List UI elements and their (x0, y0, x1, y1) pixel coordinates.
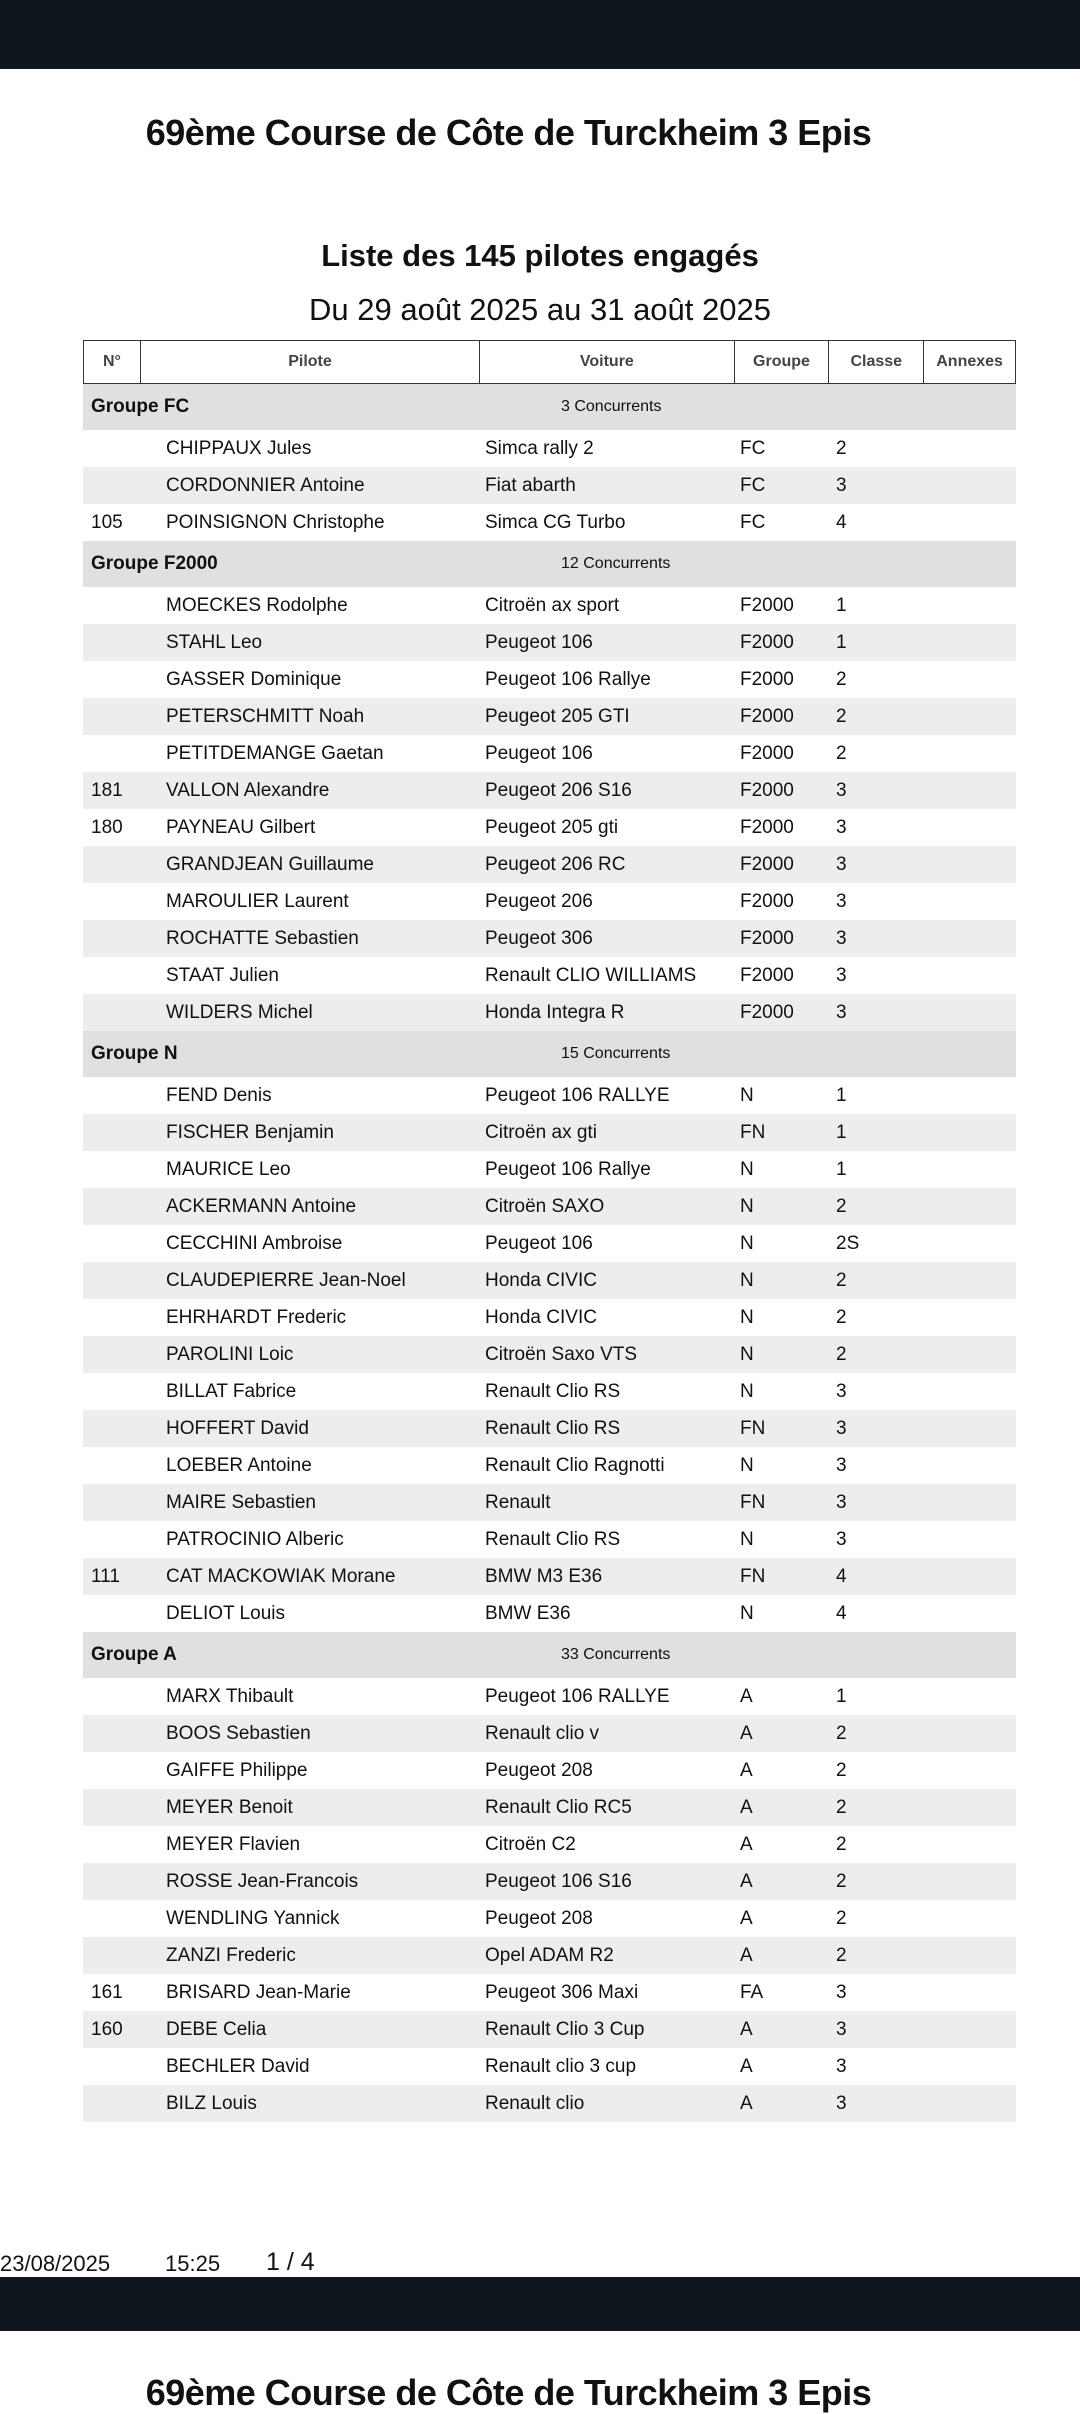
cell-groupe: F2000 (740, 742, 794, 764)
table-row (83, 1900, 1016, 1937)
table-row (83, 1937, 1016, 1974)
group-count: 33 Concurrents (561, 1646, 671, 1663)
table-row (83, 698, 1016, 735)
cell-groupe: F2000 (740, 631, 794, 653)
cell-no: 105 (91, 511, 123, 533)
cell-groupe: N (740, 1084, 754, 1106)
cell-voiture: Fiat abarth (485, 474, 576, 496)
cell-groupe: A (740, 1907, 753, 1929)
cell-pilote: GRANDJEAN Guillaume (166, 853, 374, 875)
cell-groupe: A (740, 1870, 753, 1892)
cell-pilote: BRISARD Jean-Marie (166, 1981, 351, 2003)
cell-voiture: Renault clio (485, 2092, 585, 2114)
cell-classe: 3 (836, 816, 847, 838)
table-row (83, 772, 1016, 809)
cell-groupe: N (740, 1343, 754, 1365)
cell-groupe: F2000 (740, 705, 794, 727)
cell-classe: 2 (836, 742, 847, 764)
cell-voiture: Renault Clio RS (485, 1528, 621, 1550)
cell-groupe: A (740, 2092, 753, 2114)
cell-pilote: ROSSE Jean-Francois (166, 1870, 359, 1892)
cell-groupe: F2000 (740, 594, 794, 616)
cell-groupe: FN (740, 1121, 766, 1143)
cell-classe: 2 (836, 1796, 847, 1818)
cell-pilote: ROCHATTE Sebastien (166, 927, 359, 949)
cell-pilote: GAIFFE Philippe (166, 1759, 308, 1781)
table-row (83, 2085, 1016, 2122)
cell-classe: 3 (836, 474, 847, 496)
cell-classe: 1 (836, 631, 847, 653)
group-header (83, 384, 1016, 430)
cell-groupe: A (740, 1833, 753, 1855)
table-row (83, 994, 1016, 1031)
cell-voiture: Simca rally 2 (485, 437, 594, 459)
cell-pilote: CHIPPAUX Jules (166, 437, 312, 459)
cell-classe: 3 (836, 1454, 847, 1476)
group-name: Groupe A (91, 1644, 177, 1665)
table-row (83, 1826, 1016, 1863)
table-row (83, 1521, 1016, 1558)
cell-groupe: A (740, 1722, 753, 1744)
cell-classe: 3 (836, 964, 847, 986)
cell-voiture: Renault Clio 3 Cup (485, 2018, 645, 2040)
cell-voiture: Honda CIVIC (485, 1306, 597, 1328)
table-row (83, 735, 1016, 772)
cell-classe: 2 (836, 1907, 847, 1929)
cell-groupe: F2000 (740, 816, 794, 838)
col-header-classe: Classe (829, 341, 924, 383)
table-row (83, 1373, 1016, 1410)
table-row (83, 1752, 1016, 1789)
cell-groupe: FN (740, 1491, 766, 1513)
cell-voiture: Peugeot 106 Rallye (485, 1158, 651, 1180)
cell-pilote: HOFFERT David (166, 1417, 309, 1439)
table-row (83, 883, 1016, 920)
cell-voiture: Opel ADAM R2 (485, 1944, 614, 1966)
cell-classe: 2 (836, 1944, 847, 1966)
table-row (83, 1114, 1016, 1151)
cell-pilote: PETITDEMANGE Gaetan (166, 742, 384, 764)
cell-voiture: Honda CIVIC (485, 1269, 597, 1291)
cell-classe: 3 (836, 927, 847, 949)
cell-groupe: FC (740, 511, 766, 533)
table-row (83, 1484, 1016, 1521)
cell-groupe: N (740, 1380, 754, 1402)
table-row (83, 1789, 1016, 1826)
cell-pilote: PAROLINI Loic (166, 1343, 294, 1365)
cell-classe: 1 (836, 1084, 847, 1106)
cell-voiture: Peugeot 306 Maxi (485, 1981, 639, 2003)
cell-pilote: PETERSCHMITT Noah (166, 705, 365, 727)
table-row (83, 846, 1016, 883)
cell-voiture: Renault clio 3 cup (485, 2055, 637, 2077)
cell-groupe: A (740, 1944, 753, 1966)
event-title: 69ème Course de Côte de Turckheim 3 Epis (145, 112, 872, 153)
cell-groupe: N (740, 1306, 754, 1328)
table-row (83, 1678, 1016, 1715)
cell-groupe: FC (740, 474, 766, 496)
cell-pilote: EHRHARDT Frederic (166, 1306, 347, 1328)
cell-pilote: VALLON Alexandre (166, 779, 330, 801)
cell-groupe: N (740, 1602, 754, 1624)
cell-groupe: N (740, 1158, 754, 1180)
cell-voiture: Peugeot 208 (485, 1907, 593, 1929)
cell-groupe: FN (740, 1565, 766, 1587)
cell-groupe: A (740, 1685, 753, 1707)
cell-voiture: BMW M3 E36 (485, 1565, 603, 1587)
table-row (83, 1863, 1016, 1900)
table-row (83, 1974, 1016, 2011)
cell-pilote: ZANZI Frederic (166, 1944, 296, 1966)
cell-voiture: Renault CLIO WILLIAMS (485, 964, 697, 986)
group-count: 3 Concurrents (561, 398, 662, 415)
cell-pilote: BILLAT Fabrice (166, 1380, 297, 1402)
cell-classe: 1 (836, 1158, 847, 1180)
table-row (83, 1336, 1016, 1373)
cell-voiture: Renault Clio Ragnotti (485, 1454, 665, 1476)
group-name: Groupe FC (91, 396, 190, 417)
cell-classe: 3 (836, 890, 847, 912)
cell-voiture: Citroën ax gti (485, 1121, 597, 1143)
col-header-no: N° (84, 341, 141, 383)
table-row (83, 624, 1016, 661)
cell-pilote: MAURICE Leo (166, 1158, 291, 1180)
cell-voiture: Renault clio v (485, 1722, 600, 1744)
group-count: 12 Concurrents (561, 555, 671, 572)
cell-pilote: MEYER Flavien (166, 1833, 301, 1855)
cell-voiture: Citroën SAXO (485, 1195, 605, 1217)
cell-pilote: STAAT Julien (166, 964, 279, 986)
cell-voiture: Peugeot 208 (485, 1759, 593, 1781)
cell-classe: 1 (836, 1121, 847, 1143)
cell-pilote: MEYER Benoit (166, 1796, 293, 1818)
footer-time: 15:25 (165, 2251, 221, 2276)
table-row (83, 2048, 1016, 2085)
cell-pilote: CECCHINI Ambroise (166, 1232, 343, 1254)
cell-groupe: FC (740, 437, 766, 459)
cell-no: 180 (91, 816, 123, 838)
cell-pilote: FISCHER Benjamin (166, 1121, 334, 1143)
cell-pilote: POINSIGNON Christophe (166, 511, 385, 533)
cell-pilote: DEBE Celia (166, 2018, 267, 2040)
cell-groupe: FA (740, 1981, 764, 2003)
table-row (83, 587, 1016, 624)
group-count: 15 Concurrents (561, 1045, 671, 1062)
cell-classe: 2 (836, 1343, 847, 1365)
cell-groupe: F2000 (740, 853, 794, 875)
cell-no: 111 (91, 1565, 120, 1587)
cell-classe: 2 (836, 1722, 847, 1744)
table-row (83, 1151, 1016, 1188)
table-row (83, 1077, 1016, 1114)
cell-classe: 2 (836, 1195, 847, 1217)
cell-classe: 3 (836, 1981, 847, 2003)
cell-voiture: BMW E36 (485, 1602, 571, 1624)
cell-classe: 3 (836, 1001, 847, 1023)
cell-groupe: F2000 (740, 927, 794, 949)
cell-voiture: Peugeot 106 (485, 1232, 593, 1254)
table-row (83, 430, 1016, 467)
cell-pilote: BILZ Louis (166, 2092, 257, 2114)
cell-pilote: PATROCINIO Alberic (166, 1528, 344, 1550)
table-row (83, 1715, 1016, 1752)
cell-groupe: F2000 (740, 964, 794, 986)
table-row (83, 1262, 1016, 1299)
entries-table (83, 340, 1016, 2122)
cell-classe: 4 (836, 1565, 847, 1587)
cell-voiture: Simca CG Turbo (485, 511, 626, 533)
cell-voiture: Renault Clio RC5 (485, 1796, 632, 1818)
cell-classe: 2 (836, 1870, 847, 1892)
cell-pilote: WILDERS Michel (166, 1001, 313, 1023)
cell-groupe: N (740, 1454, 754, 1476)
cell-classe: 3 (836, 1417, 847, 1439)
group-header (83, 541, 1016, 587)
cell-groupe: N (740, 1195, 754, 1217)
cell-pilote: ACKERMANN Antoine (166, 1195, 357, 1217)
table-row (83, 920, 1016, 957)
cell-voiture: Peugeot 205 gti (485, 816, 619, 838)
next-page-event-title: 69ème Course de Côte de Turckheim 3 Epis (145, 2372, 872, 2413)
cell-pilote: MAIRE Sebastien (166, 1491, 316, 1513)
table-row (83, 1558, 1016, 1595)
table-row (83, 1299, 1016, 1336)
cell-voiture: Renault Clio RS (485, 1380, 621, 1402)
date-range: Du 29 août 2025 au 31 août 2025 (309, 292, 771, 327)
cell-voiture: Renault Clio RS (485, 1417, 621, 1439)
table-row (83, 1410, 1016, 1447)
cell-voiture: Peugeot 306 (485, 927, 593, 949)
col-header-pilote: Pilote (141, 341, 480, 383)
table-row (83, 809, 1016, 846)
cell-classe: 3 (836, 1528, 847, 1550)
cell-no: 181 (91, 779, 123, 801)
table-row (83, 1447, 1016, 1484)
cell-classe: 2S (836, 1232, 860, 1254)
cell-no: 161 (91, 1981, 123, 2003)
cell-classe: 2 (836, 668, 847, 690)
cell-pilote: WENDLING Yannick (166, 1907, 340, 1929)
cell-pilote: GASSER Dominique (166, 668, 342, 690)
table-row (83, 467, 1016, 504)
cell-voiture: Peugeot 106 Rallye (485, 668, 651, 690)
cell-voiture: Renault (485, 1491, 551, 1513)
top-bar (0, 0, 1080, 69)
table-row (83, 957, 1016, 994)
cell-pilote: DELIOT Louis (166, 1602, 285, 1624)
cell-groupe: FN (740, 1417, 766, 1439)
cell-voiture: Citroën ax sport (485, 594, 620, 616)
cell-voiture: Peugeot 206 RC (485, 853, 626, 875)
cell-classe: 3 (836, 2018, 847, 2040)
cell-classe: 3 (836, 779, 847, 801)
cell-pilote: MAROULIER Laurent (166, 890, 349, 912)
cell-pilote: CLAUDEPIERRE Jean-Noel (166, 1269, 406, 1291)
cell-groupe: N (740, 1528, 754, 1550)
cell-groupe: N (740, 1232, 754, 1254)
cell-pilote: PAYNEAU Gilbert (166, 816, 316, 838)
cell-groupe: N (740, 1269, 754, 1291)
cell-groupe: F2000 (740, 668, 794, 690)
cell-pilote: MOECKES Rodolphe (166, 594, 348, 616)
cell-classe: 2 (836, 1306, 847, 1328)
cell-classe: 1 (836, 594, 847, 616)
cell-classe: 3 (836, 853, 847, 875)
cell-groupe: F2000 (740, 890, 794, 912)
cell-classe: 2 (836, 1759, 847, 1781)
table-row (83, 1595, 1016, 1632)
group-header (83, 1632, 1016, 1678)
cell-classe: 3 (836, 1380, 847, 1402)
group-name: Groupe N (91, 1043, 178, 1064)
cell-classe: 3 (836, 2055, 847, 2077)
cell-pilote: MARX Thibault (166, 1685, 294, 1707)
cell-classe: 4 (836, 1602, 847, 1624)
cell-classe: 2 (836, 1269, 847, 1291)
cell-groupe: F2000 (740, 779, 794, 801)
table-row (83, 504, 1016, 541)
cell-no: 160 (91, 2018, 123, 2040)
cell-groupe: F2000 (740, 1001, 794, 1023)
cell-groupe: A (740, 2018, 753, 2040)
cell-pilote: BECHLER David (166, 2055, 310, 2077)
cell-pilote: STAHL Leo (166, 631, 263, 653)
cell-voiture: Peugeot 205 GTI (485, 705, 630, 727)
cell-voiture: Peugeot 206 (485, 890, 593, 912)
group-name: Groupe F2000 (91, 553, 218, 574)
cell-voiture: Citroën Saxo VTS (485, 1343, 638, 1365)
group-header (83, 1031, 1016, 1077)
footer-date: 23/08/2025 (0, 2251, 111, 2276)
cell-groupe: A (740, 1796, 753, 1818)
table-body (83, 384, 1016, 2122)
cell-classe: 3 (836, 1491, 847, 1513)
page-separator-bar (0, 2277, 1080, 2331)
cell-classe: 3 (836, 2092, 847, 2114)
cell-classe: 4 (836, 511, 847, 533)
cell-pilote: CORDONNIER Antoine (166, 474, 365, 496)
cell-pilote: BOOS Sebastien (166, 1722, 311, 1744)
cell-pilote: CAT MACKOWIAK Morane (166, 1565, 396, 1587)
table-header (83, 340, 1016, 384)
cell-classe: 2 (836, 1833, 847, 1855)
cell-groupe: A (740, 1759, 753, 1781)
table-row (83, 661, 1016, 698)
cell-voiture: Honda Integra R (485, 1001, 625, 1023)
cell-voiture: Peugeot 106 S16 (485, 1870, 632, 1892)
cell-groupe: A (740, 2055, 753, 2077)
col-header-annexes: Annexes (936, 353, 1003, 370)
cell-pilote: FEND Denis (166, 1084, 272, 1106)
cell-voiture: Peugeot 106 RALLYE (485, 1685, 670, 1707)
cell-classe: 2 (836, 705, 847, 727)
table-row (83, 1188, 1016, 1225)
list-title: Liste des 145 pilotes engagés (321, 238, 759, 273)
col-header-voiture: Voiture (480, 341, 734, 383)
footer-page-number: 1 / 4 (266, 2248, 315, 2276)
cell-classe: 1 (836, 1685, 847, 1707)
cell-voiture: Peugeot 106 RALLYE (485, 1084, 670, 1106)
cell-pilote: LOEBER Antoine (166, 1454, 312, 1476)
cell-voiture: Peugeot 106 (485, 631, 593, 653)
cell-classe: 2 (836, 437, 847, 459)
table-row (83, 1225, 1016, 1262)
cell-voiture: Peugeot 106 (485, 742, 593, 764)
col-header-groupe: Groupe (735, 341, 830, 383)
cell-voiture: Peugeot 206 S16 (485, 779, 632, 801)
table-row (83, 2011, 1016, 2048)
cell-voiture: Citroën C2 (485, 1833, 576, 1855)
